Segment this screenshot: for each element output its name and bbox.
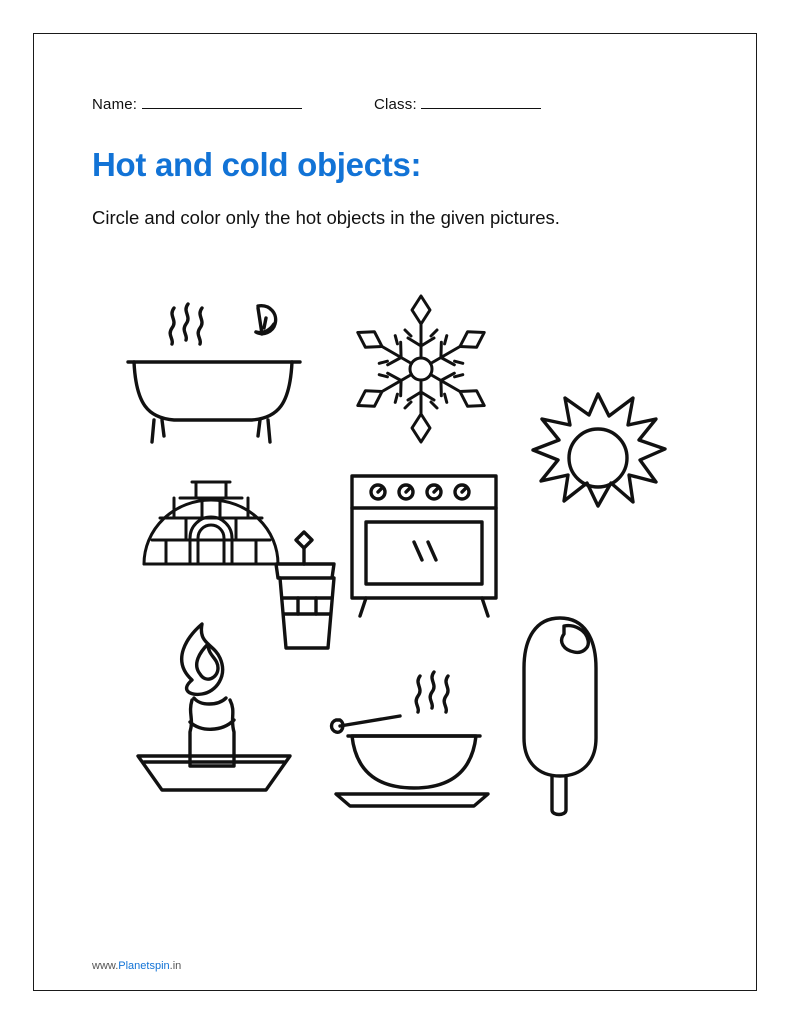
class-write-line[interactable] — [421, 96, 541, 109]
shower-head-icon — [256, 306, 276, 334]
student-fields — [92, 96, 692, 113]
sun-disc — [569, 429, 627, 487]
name-label: Name: — [92, 96, 138, 113]
name-write-line[interactable] — [142, 96, 302, 109]
instructions-text: Circle and color only the hot objects in the given pictures. — [92, 207, 560, 228]
class-field[interactable] — [374, 96, 541, 113]
bowl-plate — [336, 794, 488, 806]
oven-door-window — [366, 522, 482, 584]
footer-prefix: www. — [92, 960, 119, 972]
footer-credit — [92, 960, 181, 972]
picture-candle[interactable] — [124, 598, 304, 798]
steam-icon — [416, 672, 448, 712]
oven-glare-1 — [414, 542, 422, 560]
oven-leg-right — [482, 598, 488, 616]
soup-bowl — [352, 736, 476, 788]
drink-lid-knob — [296, 532, 312, 548]
oven-glare-2 — [428, 542, 436, 560]
tub-leg-right — [268, 420, 270, 442]
pictures-area — [92, 280, 692, 850]
picture-bathtub[interactable] — [118, 300, 308, 460]
picture-sun[interactable] — [516, 388, 681, 528]
tub-body — [134, 362, 292, 420]
igloo-dome — [144, 500, 278, 564]
igloo-bricks — [152, 482, 270, 564]
spoon-handle — [340, 716, 400, 726]
ice-cream-stick — [552, 776, 566, 815]
tub-leg-left2 — [162, 420, 164, 436]
steam-icon — [170, 304, 202, 344]
picture-oven[interactable] — [344, 468, 504, 618]
oven-body — [352, 476, 496, 598]
candle-wax-drip — [190, 720, 234, 729]
footer-suffix: .in — [169, 960, 182, 972]
page-title: Hot and cold objects: — [92, 146, 422, 183]
picture-ice-cream[interactable] — [494, 610, 624, 820]
footer-brand: Planetspin — [118, 960, 170, 972]
igloo-entrance-inner — [198, 525, 224, 564]
snowflake-core — [410, 358, 432, 380]
picture-snowflake[interactable] — [346, 294, 496, 444]
snowflake-arms — [350, 296, 492, 442]
tub-leg-right2 — [258, 420, 260, 436]
tub-leg-left — [152, 420, 154, 442]
class-label: Class: — [373, 96, 417, 113]
name-field[interactable] — [92, 96, 302, 113]
drink-lid — [276, 564, 334, 578]
candle-top — [194, 698, 226, 704]
sun-rays — [533, 394, 665, 506]
picture-soup-bowl[interactable] — [318, 670, 498, 810]
oven-knobs — [371, 485, 469, 499]
